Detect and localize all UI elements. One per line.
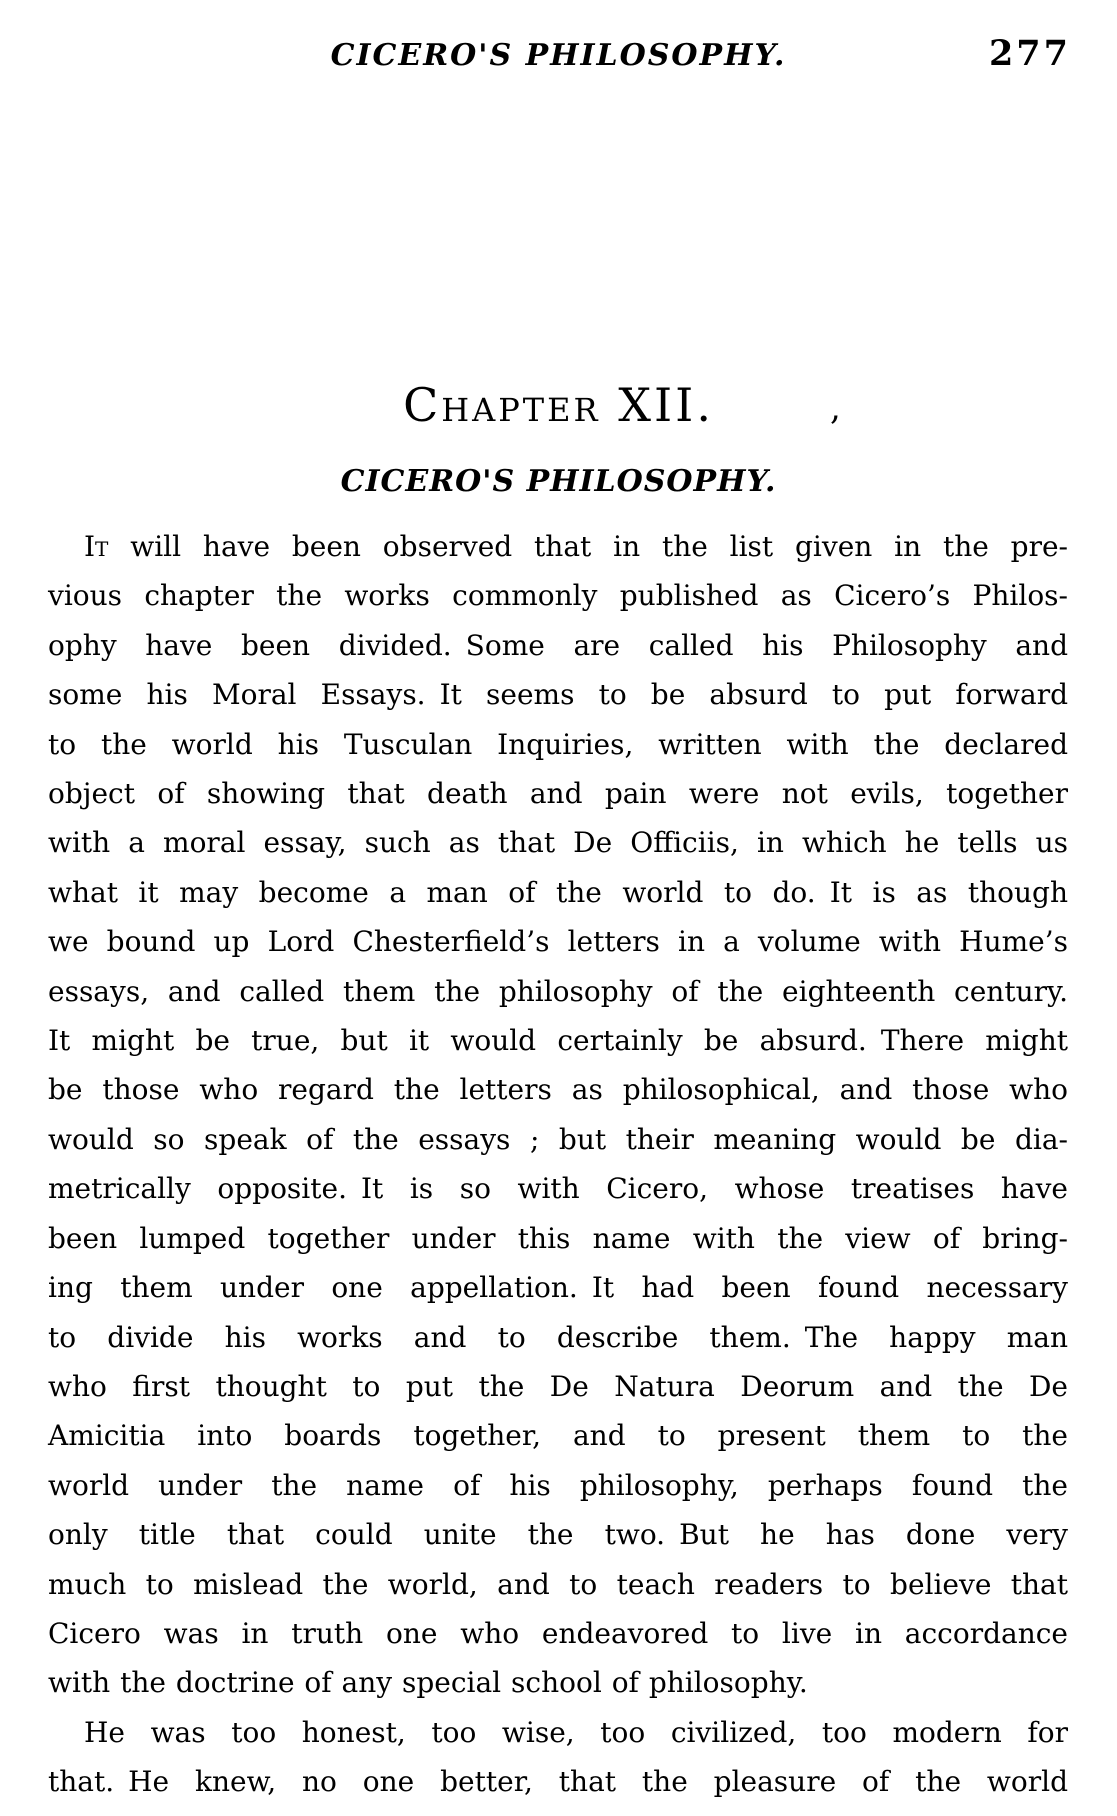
- text-line: we bound up Lord Chesterfield’s letters in a volume with Hume’s: [48, 925, 1068, 959]
- text-line: only title that could unite the two. But he has done very: [48, 1518, 1068, 1552]
- text-line: Amicitia into boards together, and to present them to the: [48, 1419, 1068, 1453]
- text-line: vious chapter the works commonly published as Cicero’s Philos-: [48, 579, 1068, 613]
- text-line: object of showing that death and pain were not evils, together: [48, 777, 1068, 811]
- text-line: ing them under one appellation. It had been found necessary: [48, 1271, 1068, 1305]
- text-line: He was too honest, too wise, too civilized, too modern for: [84, 1715, 1068, 1749]
- lead-word: It: [84, 530, 109, 563]
- text-line: world under the name of his philosophy, perhaps found the: [48, 1468, 1068, 1502]
- text-line: Cicero was in truth one who endeavored to live in accordance: [48, 1616, 1068, 1650]
- text-line: with the doctrine of any special school of philosophy.: [48, 1666, 808, 1700]
- section-title: CICERO'S PHILOSOPHY.: [340, 464, 777, 499]
- page-number: 277: [988, 33, 1071, 74]
- text-line: some his Moral Essays. It seems to be absurd to put forward: [48, 678, 1068, 712]
- text-line: with a moral essay, such as that De Officiis, in which he tells us: [48, 826, 1068, 860]
- text-line: metrically opposite. It is so with Cicero, whose treatises have: [48, 1172, 1068, 1206]
- text-line: been lumped together under this name with the view of bring-: [48, 1221, 1068, 1255]
- text-line: essays, and called them the philosophy of the eighteenth century.: [48, 974, 1068, 1008]
- text-line: would so speak of the essays ; but their meaning would be dia-: [48, 1122, 1068, 1156]
- text-line: It might be true, but it would certainly be absurd. There might: [48, 1024, 1068, 1058]
- text-line: to divide his works and to describe them. The happy man: [48, 1320, 1068, 1354]
- text-line: much to mislead the world, and to teach readers to believe that: [48, 1567, 1068, 1601]
- running-title: CICERO'S PHILOSOPHY.: [330, 38, 787, 73]
- text-line: who first thought to put the De Natura Deorum and the De: [48, 1369, 1068, 1403]
- stray-ink-mark: ,: [830, 388, 841, 428]
- body-text: [48, 522, 1068, 1807]
- chapter-heading: Chapter XII.: [403, 378, 714, 432]
- text-line-rest: will have been observed that in the list given in the pre-: [108, 530, 1068, 563]
- text-line: what it may become a man of the world to do. It is as though: [48, 875, 1068, 909]
- text-line: that. He knew, no one better, that the pleasure of the world: [48, 1765, 1068, 1799]
- text-line: be those who regard the letters as philosophical, and those who: [48, 1073, 1068, 1107]
- text-line: to the world his Tusculan Inquiries, written with the declared: [48, 727, 1068, 761]
- text-line: [48, 522, 1068, 571]
- text-line: ophy have been divided. Some are called his Philosophy and: [48, 628, 1068, 662]
